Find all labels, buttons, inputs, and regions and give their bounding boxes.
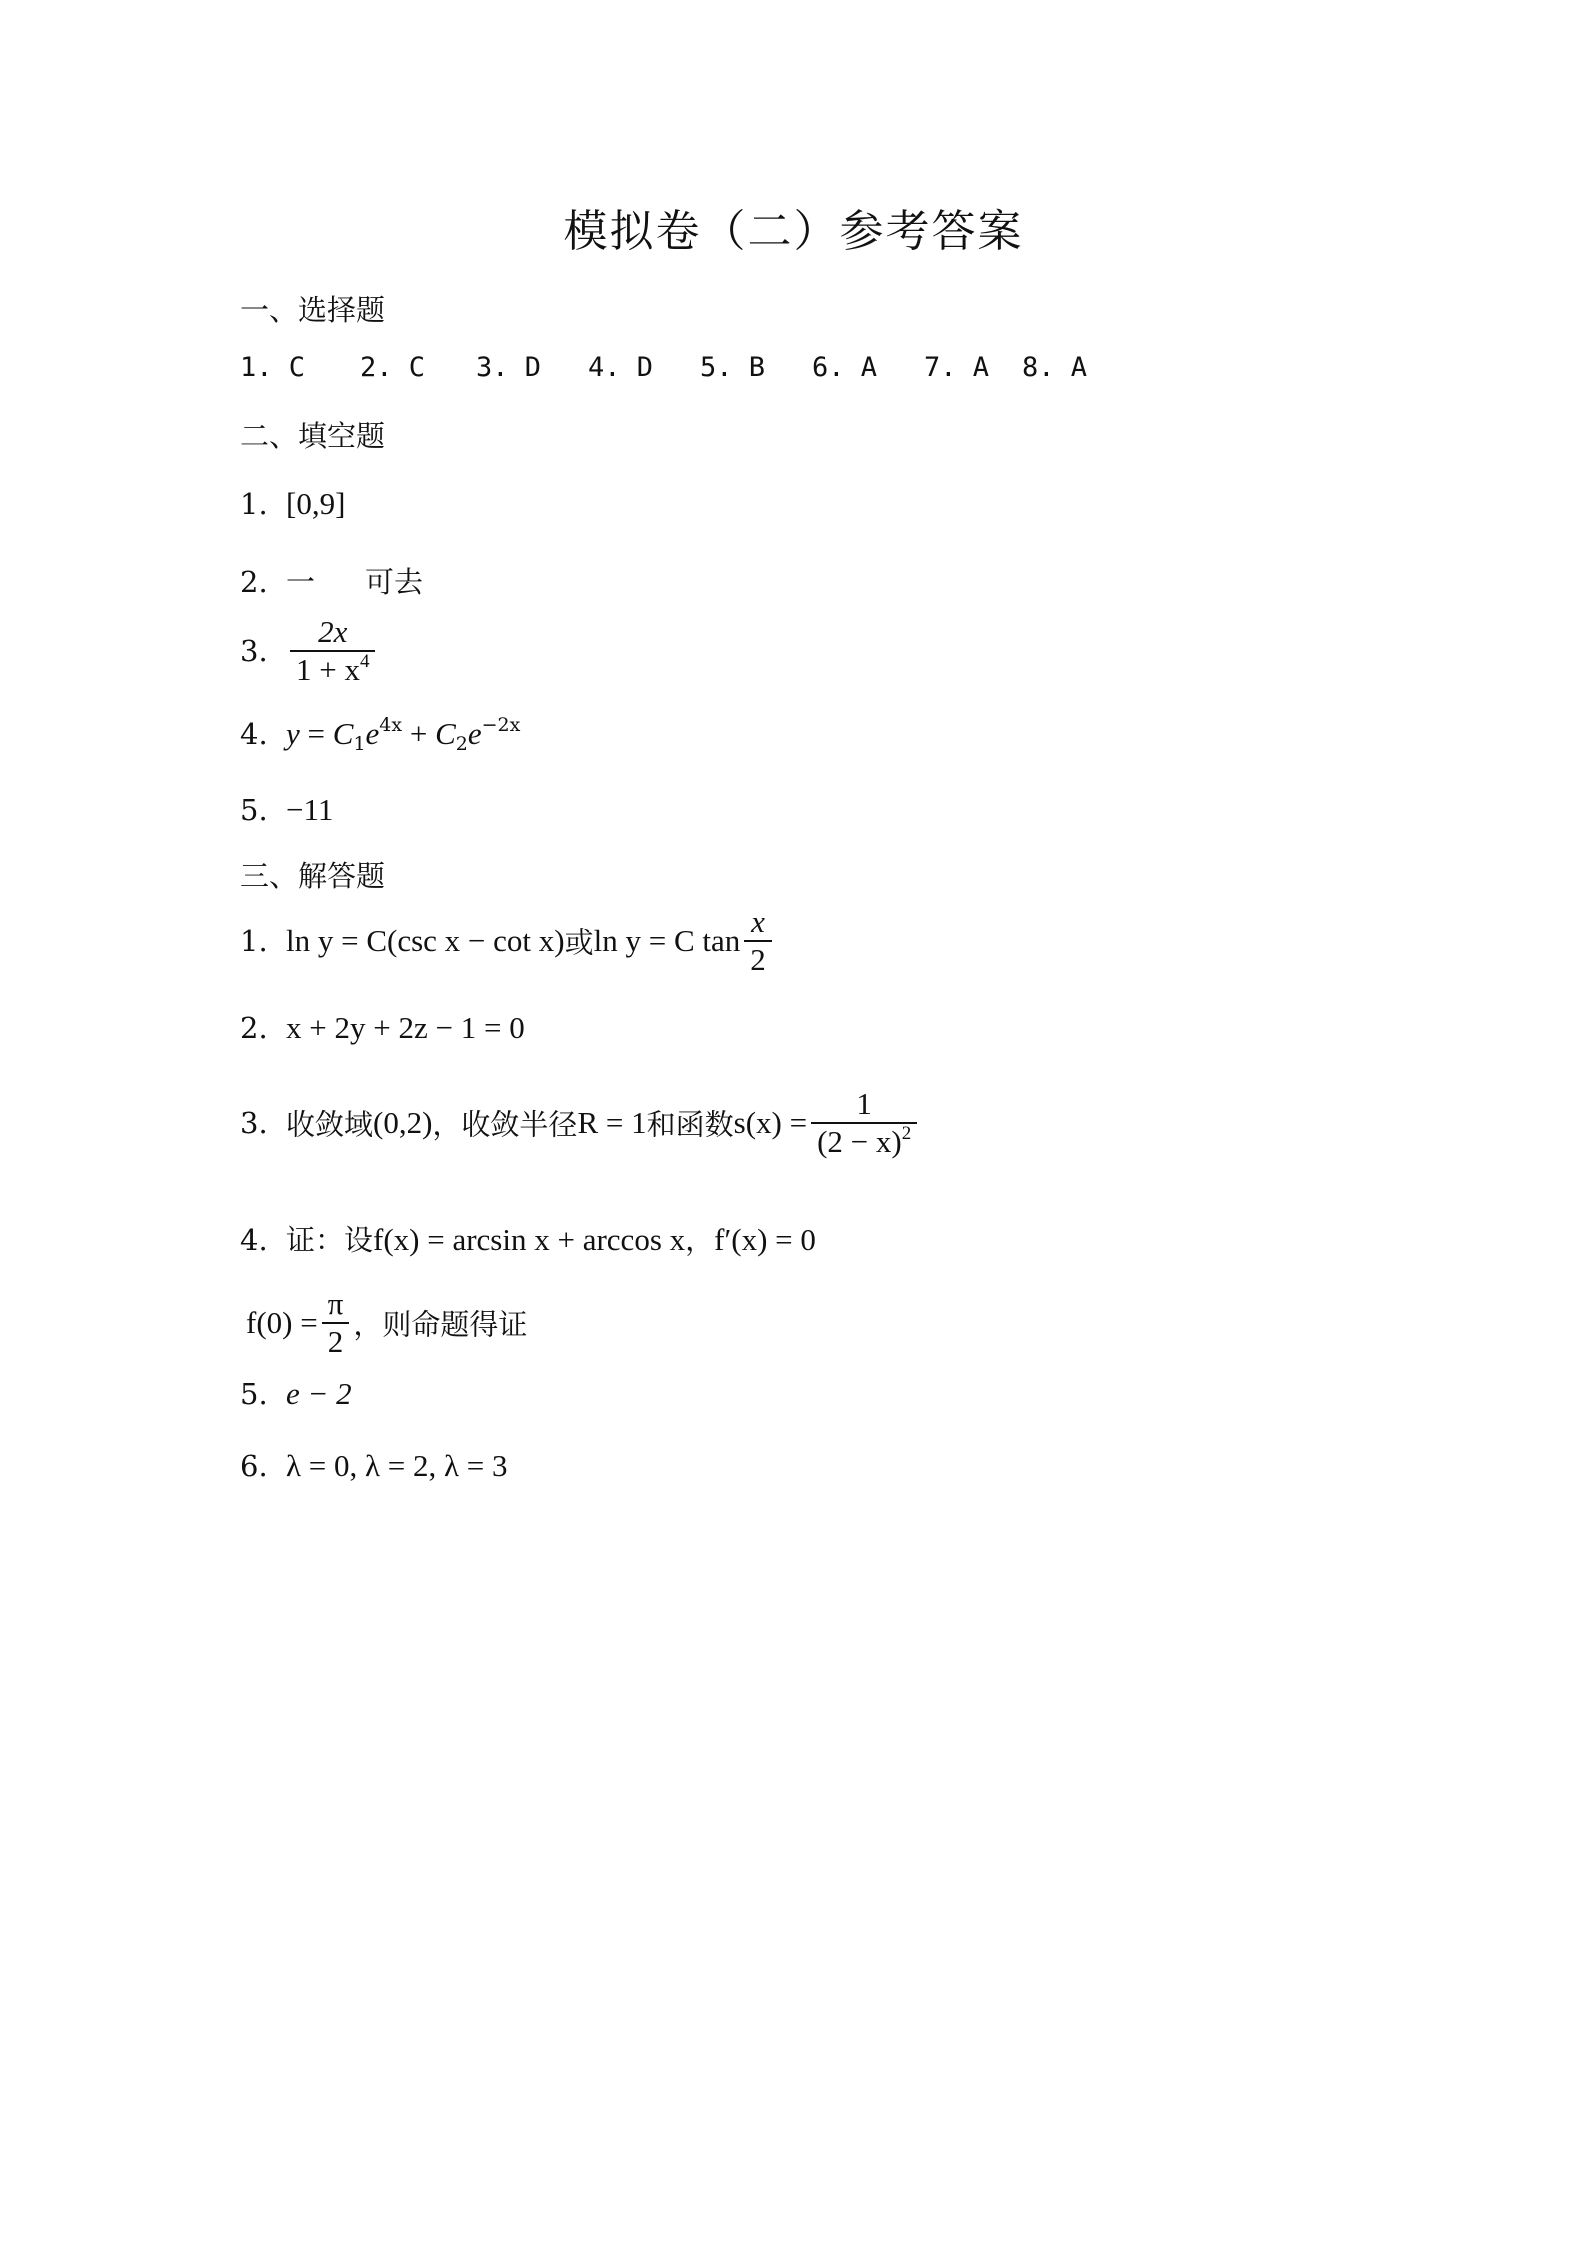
item-number: 5. xyxy=(240,793,268,827)
section-heading-fill: 二、填空题 xyxy=(240,419,386,453)
solve-answer-6 xyxy=(240,1448,508,1484)
exponent: 4 xyxy=(359,651,370,672)
page-title: 模拟卷（二）参考答案 xyxy=(563,206,1024,257)
math-token: = xyxy=(299,716,333,751)
subscript: 2 xyxy=(455,733,468,755)
answer-text: ，收敛半径 xyxy=(432,1107,578,1142)
fraction-denominator xyxy=(811,1122,917,1160)
solve-answer-4 xyxy=(240,1218,816,1259)
answer-text: 一 xyxy=(286,565,316,599)
item-number: 4. xyxy=(240,717,268,751)
solve-answer-5 xyxy=(240,1376,352,1412)
fill-answer-3 xyxy=(240,614,379,688)
item-number: 1. xyxy=(240,924,268,958)
solve-answer-1 xyxy=(240,904,776,978)
answer-math: f(0) = xyxy=(246,1305,318,1340)
answer-text: 可去 xyxy=(365,565,424,599)
subscript: 1 xyxy=(353,733,366,755)
item-number: 2. xyxy=(240,1011,268,1045)
choice-answer: 8. A xyxy=(1022,352,1088,383)
item-number: 3. xyxy=(240,1106,268,1140)
answer-math: (0,2) xyxy=(373,1105,433,1140)
solve-answer-2 xyxy=(240,1010,525,1046)
answer-math: f(x) = arcsin x + arccos x xyxy=(373,1222,686,1257)
answer-math: s(x) = xyxy=(733,1105,808,1140)
answer-math: ln y = C(csc x − cot x) xyxy=(286,923,565,958)
answer-text: 收敛域 xyxy=(286,1107,374,1142)
math-token: + xyxy=(402,716,436,751)
fill-answer-2 xyxy=(240,560,423,601)
fraction-denominator: 2 xyxy=(322,1322,350,1360)
fraction xyxy=(290,614,375,688)
denominator-base: (2 − x) xyxy=(817,1124,902,1159)
math-token: e xyxy=(467,716,482,751)
exponent: 4x xyxy=(379,714,403,736)
answer-math: f′(x) = 0 xyxy=(714,1222,816,1257)
math-token: C xyxy=(435,716,456,751)
answer-text: ， xyxy=(685,1223,715,1257)
answer-math: [0,9] xyxy=(286,486,346,521)
fraction xyxy=(744,904,772,978)
answer-math: R = 1 xyxy=(577,1105,647,1140)
fraction-numerator: 2x xyxy=(318,614,348,649)
fill-answer-1 xyxy=(240,486,345,522)
answer-math: e − 2 xyxy=(286,1376,352,1411)
answer-text: ，则命题得证 xyxy=(353,1307,528,1342)
solve-answer-4-continued xyxy=(246,1286,527,1360)
answer-math: λ = 0, λ = 2, λ = 3 xyxy=(286,1448,508,1483)
answer-text: 或 xyxy=(564,925,594,960)
fraction xyxy=(811,1086,917,1160)
exponent: 2 xyxy=(901,1123,912,1144)
item-number: 6. xyxy=(240,1449,268,1483)
section-heading-choice: 一、选择题 xyxy=(240,293,386,327)
item-number: 1. xyxy=(240,487,268,521)
math-token: C xyxy=(332,716,354,751)
answer-math: x + 2y + 2z − 1 = 0 xyxy=(286,1010,525,1045)
choice-answer: 7. A xyxy=(924,352,990,383)
item-number: 2. xyxy=(240,565,268,599)
denominator-base: 1 + x xyxy=(296,652,360,687)
choice-answer: 5. B xyxy=(700,352,766,383)
choice-answer: 3. D xyxy=(476,352,542,383)
section-heading-solve: 三、解答题 xyxy=(240,859,386,893)
item-number: 5. xyxy=(240,1377,268,1411)
answer-math: −11 xyxy=(286,792,334,827)
answer-text: 和函数 xyxy=(646,1107,734,1142)
choice-answer: 6. A xyxy=(812,352,878,383)
item-number: 4. xyxy=(240,1223,268,1257)
choice-answer: 1. C xyxy=(240,352,306,383)
choice-answer: 4. D xyxy=(588,352,654,383)
fraction xyxy=(322,1286,350,1360)
fraction-numerator: π xyxy=(327,1286,344,1321)
choice-answer: 2. C xyxy=(360,352,426,383)
fill-answer-4 xyxy=(240,714,521,755)
solve-answer-3 xyxy=(240,1086,921,1160)
exponent: −2x xyxy=(481,714,521,736)
item-number: 3. xyxy=(240,634,268,668)
fill-answer-5 xyxy=(240,792,333,828)
math-token: y xyxy=(286,716,300,751)
fraction-denominator xyxy=(290,650,375,688)
fraction-numerator: x xyxy=(751,904,765,939)
fraction-numerator: 1 xyxy=(856,1086,872,1121)
fraction-denominator: 2 xyxy=(744,940,772,978)
answer-text: 证：设 xyxy=(286,1223,374,1257)
math-token: e xyxy=(365,716,380,751)
answer-math: ln y = C tan xyxy=(593,923,741,958)
